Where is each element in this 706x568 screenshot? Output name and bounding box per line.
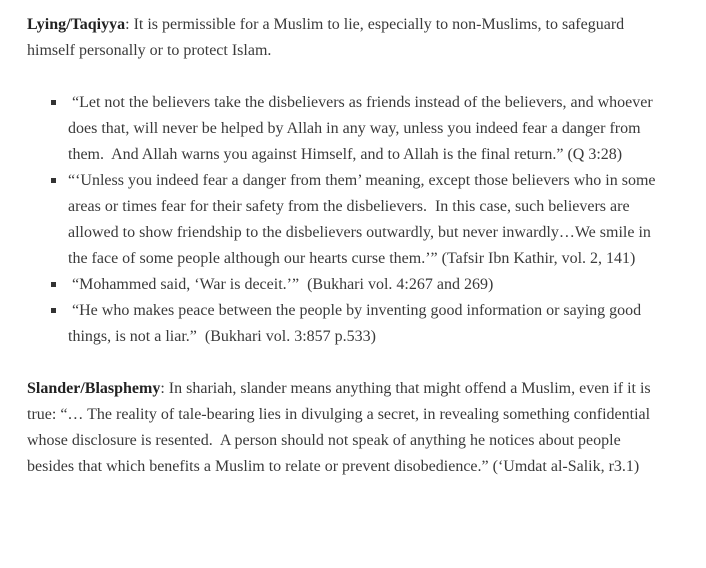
quote-list <box>27 90 667 350</box>
taqiyya-term: Lying/Taqiyya <box>27 16 126 33</box>
list-item <box>68 168 667 272</box>
bullet-icon <box>51 100 56 105</box>
quote-text: “Let not the believers take the disbelievers as friends instead of the believers, and whoever does that, will never be helped by Allah in any way, unless you indeed fear a danger from them. And Allah warns you against Himself, and to Allah is the final return.” (Q 3:28) <box>68 94 653 163</box>
list-item <box>68 272 667 298</box>
taqiyya-paragraph <box>27 12 667 64</box>
taqiyya-definition: : It is permissible for a Muslim to lie, especially to non-Muslims, to safeguard himself personally or to protect Islam. <box>27 16 625 59</box>
bullet-icon <box>51 282 56 287</box>
list-item <box>68 90 667 168</box>
slander-term: Slander/Blasphemy <box>27 380 161 397</box>
quote-text: “He who makes peace between the people by inventing good information or saying good things, is not a liar.” (Bukhari vol. 3:857 p.533) <box>68 302 642 345</box>
bullet-icon <box>51 308 56 313</box>
bullet-icon <box>51 178 56 183</box>
quote-text: “‘Unless you indeed fear a danger from them’ meaning, except those believers who in some areas or times fear for their safety from the disbelievers. In this case, such believers are allowed to show friendship to the disbelievers outwardly, but never inwardly…We smile in the face of some people although our hearts curse them.’” (Tafsir Ibn Kathir, vol. 2, 141) <box>68 172 656 267</box>
article-body <box>27 12 667 480</box>
list-item <box>68 298 667 350</box>
slander-paragraph <box>27 376 667 480</box>
quote-text: “Mohammed said, ‘War is deceit.’” (Bukhari vol. 4:267 and 269) <box>68 276 494 293</box>
slander-definition: : In shariah, slander means anything that might offend a Muslim, even if it is true: “… The reality of tale-bearing lies in divulging a secret, in revealing something confidential whose disclosure is resented. A person should not speak of anything he notices about people besides that which benefits a Muslim to relate or prevent disobedience.” (‘Umdat al-Salik, r3.1) <box>27 380 651 475</box>
